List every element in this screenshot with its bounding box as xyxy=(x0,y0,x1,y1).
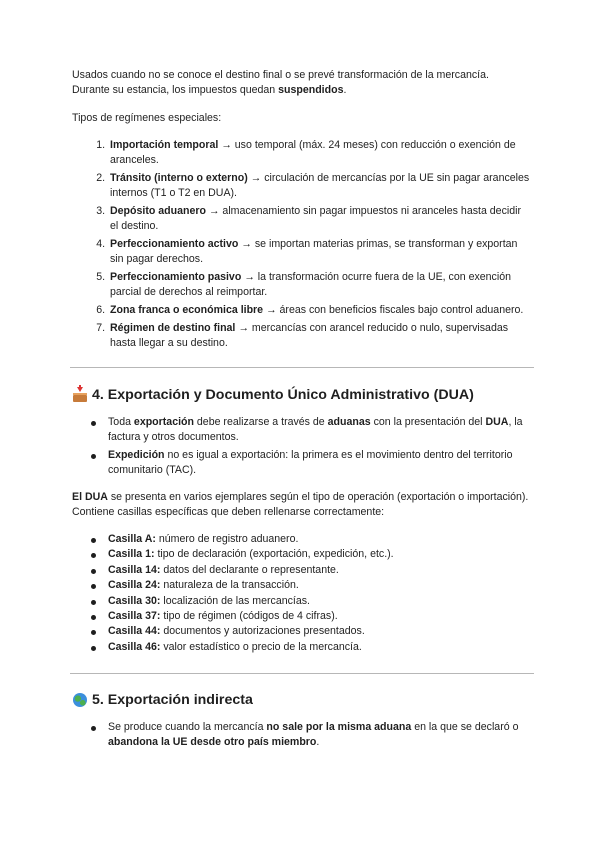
divider xyxy=(70,673,534,674)
section-4-heading xyxy=(72,386,532,404)
divider xyxy=(70,367,534,368)
list-item: Casilla 37: tipo de régimen (códigos de 4 cifras). xyxy=(108,609,532,624)
list-item: Casilla 14: datos del declarante o representante. xyxy=(108,563,532,578)
list-item: Expedición no es igual a exportación: la primera es el movimiento dentro del territorio comunitario (TAC). xyxy=(108,448,532,478)
list-item: 2. Tránsito (interno o externo) → circulación de mercancías por la UE sin pagar aranceles internos (T1 o T2 en DUA). xyxy=(108,171,532,201)
list-item: Se produce cuando la mercancía no sale por la misma aduana en la que se declaró o abandona la UE desde otro país miembro. xyxy=(108,720,532,750)
section-5-bullets xyxy=(72,720,532,750)
list-item: Toda exportación debe realizarse a través de aduanas con la presentación del DUA, la factura y otros documentos. xyxy=(108,415,532,445)
document-content xyxy=(72,68,532,750)
intro-line-2: Durante su estancia, los impuestos quedan xyxy=(72,84,279,96)
section-5-heading xyxy=(72,691,532,709)
list-item: Casilla 1: tipo de declaración (exportación, expedición, etc.). xyxy=(108,547,532,562)
tipos-label: Tipos de regímenes especiales: xyxy=(72,112,222,124)
casillas-intro: Contiene casillas específicas que deben rellenarse correctamente: xyxy=(72,506,385,518)
list-item: Casilla 44: documentos y autorizaciones presentados. xyxy=(108,624,532,639)
list-item: 7. Régimen de destino final → mercancías con arancel reducido o nulo, supervisadas hasta llegar a su destino. xyxy=(108,321,532,351)
intro-line-1: Usados cuando no se conoce el destino final o se prevé transformación de la mercancía. xyxy=(72,69,489,81)
casillas-list xyxy=(72,532,532,655)
dua-bold: El DUA xyxy=(72,491,108,503)
dua-paragraph: El DUA se presenta en varios ejemplares según el tipo de operación (exportación o importación). xyxy=(72,491,529,503)
list-item: 3. Depósito aduanero → almacenamiento sin pagar impuestos ni aranceles hasta decidir el destino. xyxy=(108,204,532,234)
section-4-bullets xyxy=(72,415,532,478)
list-item: 5. Perfeccionamiento pasivo → la transformación ocurre fuera de la UE, con exención parcial de derechos al reimportar. xyxy=(108,270,532,300)
list-item: 6. Zona franca o económica libre → áreas con beneficios fiscales bajo control aduanero. xyxy=(108,303,532,318)
inbox-tray-icon xyxy=(72,387,88,403)
list-item: Casilla 46: valor estadístico o precio de la mercancía. xyxy=(108,640,532,655)
section-4-title: 4. Exportación y Documento Único Administrativo (DUA) xyxy=(92,387,474,403)
list-item: Casilla 24: naturaleza de la transacción. xyxy=(108,578,532,593)
list-item: Casilla 30: localización de las mercancías. xyxy=(108,594,532,609)
section-5-title: 5. Exportación indirecta xyxy=(92,691,253,708)
regimenes-list xyxy=(72,138,532,351)
intro-paragraph: Usados cuando no se conoce el destino final o se prevé transformación de la mercancía. Durante su estancia, los impuestos quedan suspendidos. xyxy=(72,69,489,96)
globe-icon xyxy=(72,692,88,708)
list-item: Casilla A: número de registro aduanero. xyxy=(108,532,532,547)
list-item: 4. Perfeccionamiento activo → se importan materias primas, se transforman y exportan sin pagar derechos. xyxy=(108,237,532,267)
intro-bold: suspendidos xyxy=(278,84,344,96)
list-item: 1. Importación temporal → uso temporal (máx. 24 meses) con reducción o exención de aranceles. xyxy=(108,138,532,168)
